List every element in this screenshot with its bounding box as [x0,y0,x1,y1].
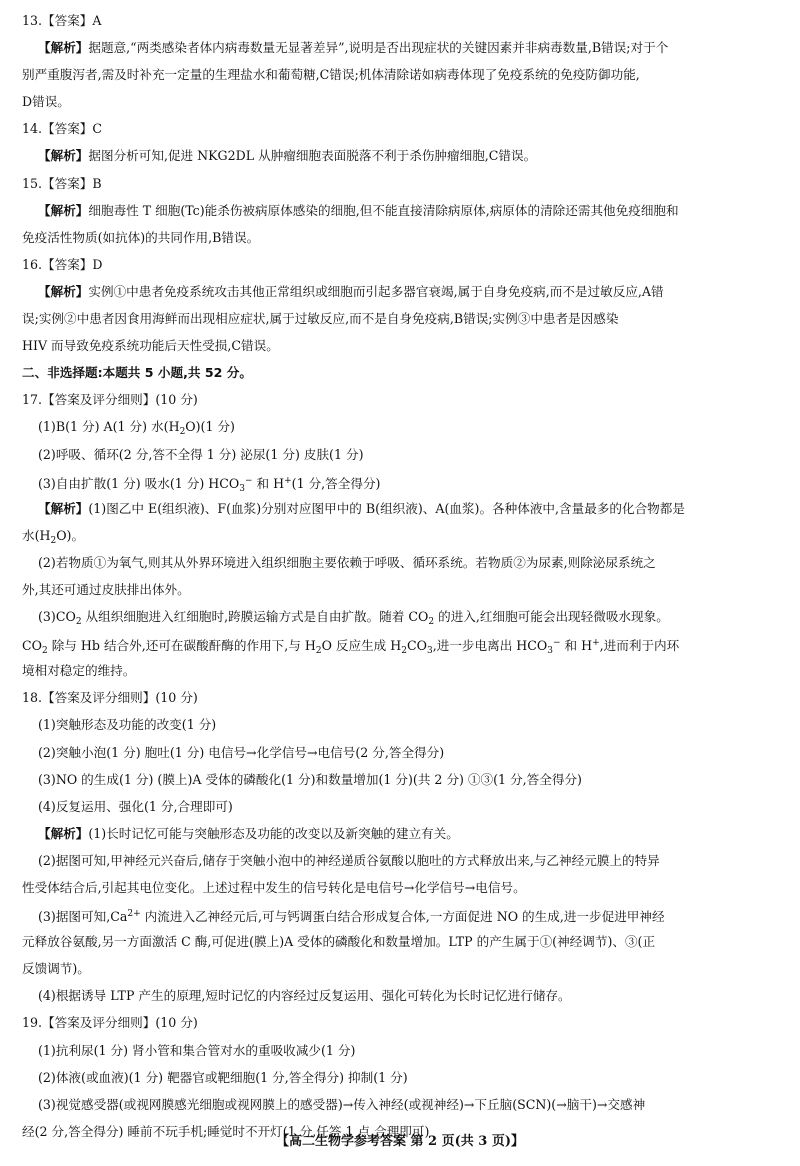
text-run: 和 H [252,475,285,491]
subscript: 2 [50,535,57,546]
text-run: 13.【答案】 [22,13,93,28]
subscript: 2 [428,617,435,628]
text-run: 14.【答案】C [22,121,103,137]
text-line-q18 [22,684,778,711]
superscript: − [244,475,253,486]
text-line-q18j5 [22,928,778,955]
text-run: O)(1 分) [185,419,235,435]
text-run: (1)图乙中 E(组织液)、F(血浆)分别对应图甲中的 B(组织液)、A(血浆)。各种体液中,含量最多的化合物都是 [88,500,685,516]
text-line-q15 [22,170,778,197]
text-run: 误;实例②中患者因食用海鲜而出现相应症状,属于过敏反应,而不是自身免疫病,B错误;实例③中患者是因感染 [22,311,619,327]
text-run: 据图分析可知,促进 NKG2DL 从肿瘤细胞表面脱落不利于杀伤肿瘤细胞,C错误。 [88,148,537,164]
section-label: 【解析】 [38,202,89,218]
text-line-sec2 [22,359,778,386]
text-run: (1)长时记忆可能与突触形态及功能的改变以及新突触的建立有关。 [88,825,459,841]
subscript: 2 [41,646,48,657]
text-run: HIV 而导致免疫系统功能后天性受损,C错误。 [22,338,279,354]
text-line-q13j2 [22,61,778,88]
text-line-q16 [22,251,778,278]
subscript: 2 [75,617,82,628]
text-line-q18j4 [22,901,778,928]
text-line-q16j2 [22,305,778,332]
page-footer: 【高二生物学参考答案 第 2 页(共 3 页)】 [275,1134,525,1149]
section-label: 【解析】 [38,283,89,299]
text-run: 的进入,红细胞可能会出现轻微吸水现象。 [434,609,669,625]
text-run: 境相对稳定的维持。 [22,663,136,679]
text-run: (4)根据诱导 LTP 产生的原理,短时记忆的内容经过反复运用、强化可转化为长时记忆进行储存。 [38,988,571,1004]
text-run: (2)呼吸、循环(2 分,答不全得 1 分) 泌尿(1 分) 皮肤(1 分) [38,446,364,462]
text-run: CO [22,638,42,654]
text-run: (4)反复运用、强化(1 分,合理即可) [38,798,233,814]
section-label: 【解析】 [38,148,89,164]
text-line-q17j7 [22,657,778,684]
text-line-q14 [22,115,778,142]
text-run: (1)B(1 分) A(1 分) 水(H [38,419,180,435]
section-label: 【解析】 [38,500,89,516]
subscript: 3 [239,483,245,494]
text-run: 18.【答案及评分细则】(10 分) [22,690,198,706]
text-line-q13j3 [22,88,778,115]
text-run: 反馈调节)。 [22,961,90,977]
text-line-q17a3 [22,468,778,495]
text-run: (2)若物质①为氧气,则其从外界环境进入组织细胞主要依赖于呼吸、循环系统。若物质②为尿素,则除泌尿系统之 [38,554,656,570]
text-line-q19 [22,1009,778,1036]
text-run: 细胞毒性 T 细胞(Tc)能杀伤被病原体感染的细胞,但不能直接清除病原体,病原体的清除还需其他免疫细胞和 [88,202,679,218]
text-line-q17 [22,386,778,413]
text-line-q17j5 [22,603,778,630]
text-run: (2)据图可知,甲神经元兴奋后,储存于突触小泡中的神经递质谷氨酸以胞吐的方式释放出来,与乙神经元膜上的特异 [38,852,660,868]
text-run: 二、非选择题:本题共 5 小题,共 52 分。 [22,365,252,381]
text-run: 16.【答案】D [22,256,103,272]
text-run: (3)NO 的生成(1 分) (膜上)A 受体的磷酸化(1 分)和数量增加(1 分)(共 2 分) ①③(1 分,答全得分) [38,771,582,787]
text-run: 从组织细胞进入红细胞时,跨膜运输方式是自由扩散。随着 CO [81,609,429,625]
text-run: 别严重腹泻者,需及时补充一定量的生理盐水和葡萄糖,C错误;机体清除诺如病毒体现了免疫系统的免疫防御功能, [22,67,640,83]
text-line-q15j2 [22,224,778,251]
text-line-q16j1 [22,278,778,305]
text-run: A [92,13,102,28]
text-run: CO [407,638,427,654]
text-line-q18j3 [22,874,778,901]
section-label: 【解析】 [38,40,89,56]
text-line-q18a4 [22,793,778,820]
text-run: 17.【答案及评分细则】(10 分) [22,392,198,408]
subscript: 2 [401,646,408,657]
text-run: 水(H [22,527,51,543]
subscript: 2 [179,427,186,438]
text-run: 经(2 分,答全得分) 睡前不玩手机;睡觉时不开灯(1 分,任答 1 点,合理即可) [22,1123,430,1139]
text-run: (1 分,答全得分) [291,475,381,491]
text-line-q17j4 [22,576,778,603]
text-run: O 反应生成 H [321,638,402,654]
text-run: (2)体液(或血液)(1 分) 靶器官或靶细胞(1 分,答全得分) 抑制(1 分) [38,1069,408,1085]
text-run: 15.【答案】B [22,175,102,191]
text-line-q17j1 [22,495,778,522]
text-run: 内流进入乙神经元后,可与钙调蛋白结合形成复合体,一方面促进 NO 的生成,进一步促进甲神经 [140,909,665,925]
subscript: 3 [547,646,553,657]
text-line-q18a2 [22,739,778,766]
text-run: D错误。 [22,94,70,110]
text-run: ,进一步电离出 HCO [432,638,548,654]
text-run: 元释放谷氨酸,另一方面激活 C 酶,可促进(膜上)A 受体的磷酸化和数量增加。LTP 的产生属于①(神经调节)、③(正 [22,934,656,950]
section-label: 【解析】 [38,825,89,841]
text-run: 免疫活性物质(如抗体)的共同作用,B错误。 [22,229,260,245]
text-run: (1)抗利尿(1 分) 肾小管和集合管对水的重吸收减少(1 分) [38,1042,356,1058]
answer-sheet-body [22,7,778,1145]
subscript: 2 [315,646,322,657]
text-line-q17a1 [22,413,778,440]
text-line-q19a3 [22,1091,778,1118]
text-run: ,进而利于内环 [599,638,680,654]
superscript: 2+ [127,909,141,920]
text-line-q15j1 [22,197,778,224]
text-line-q18j2 [22,847,778,874]
text-line-q18a3 [22,766,778,793]
text-line-q13 [22,7,778,34]
subscript: 3 [426,646,433,657]
text-line-q16j3 [22,332,778,359]
text-line-q19a1 [22,1037,778,1064]
text-run: (3)据图可知,Ca [38,909,128,925]
text-run: 性受体结合后,引起其电位变化。上述过程中发生的信号转化是电信号→化学信号→电信号。 [22,880,526,895]
text-run: O)。 [56,527,85,543]
text-line-q18j7 [22,982,778,1009]
text-run: (1)突触形态及功能的改变(1 分) [38,717,217,733]
superscript: − [552,638,561,649]
text-run: 19.【答案及评分细则】(10 分) [22,1015,198,1031]
text-line-q19a2 [22,1064,778,1091]
text-line-q18a1 [22,711,778,738]
superscript: + [592,638,600,649]
text-run: 据题意,“两类感染者体内病毒数量无显著差异”,说明是否出现症状的关键因素并非病毒数量,B错误;对于个 [88,40,669,56]
text-line-q17j3 [22,549,778,576]
text-run: 实例①中患者免疫系统攻击其他正常组织或细胞而引起多器官衰竭,属于自身免疫病,而不是过敏反应,A错 [88,283,664,299]
text-line-q17j2 [22,522,778,549]
superscript: + [284,475,292,486]
text-run: 外,其还可通过皮肤排出体外。 [22,581,190,597]
text-line-q13j1 [22,34,778,61]
text-line-q18j1 [22,820,778,847]
text-line-q17a2 [22,441,778,468]
text-line-q14j [22,142,778,169]
text-run: (3)自由扩散(1 分) 吸水(1 分) HCO [38,475,240,491]
text-run: (2)突触小泡(1 分) 胞吐(1 分) 电信号→化学信号→电信号(2 分,答全得分) [38,744,445,760]
text-line-q17j6 [22,630,778,657]
text-line-q18j6 [22,955,778,982]
text-run: 和 H [560,638,593,654]
text-run: (3)CO [38,609,76,625]
text-run: (3)视觉感受器(或视网膜感光细胞或视网膜上的感受器)→传入神经(或视神经)→下丘脑(SCN)(→脑干)→交感神 [38,1096,646,1112]
text-run: 除与 Hb 结合外,还可在碳酸酐酶的作用下,与 H [47,638,316,654]
